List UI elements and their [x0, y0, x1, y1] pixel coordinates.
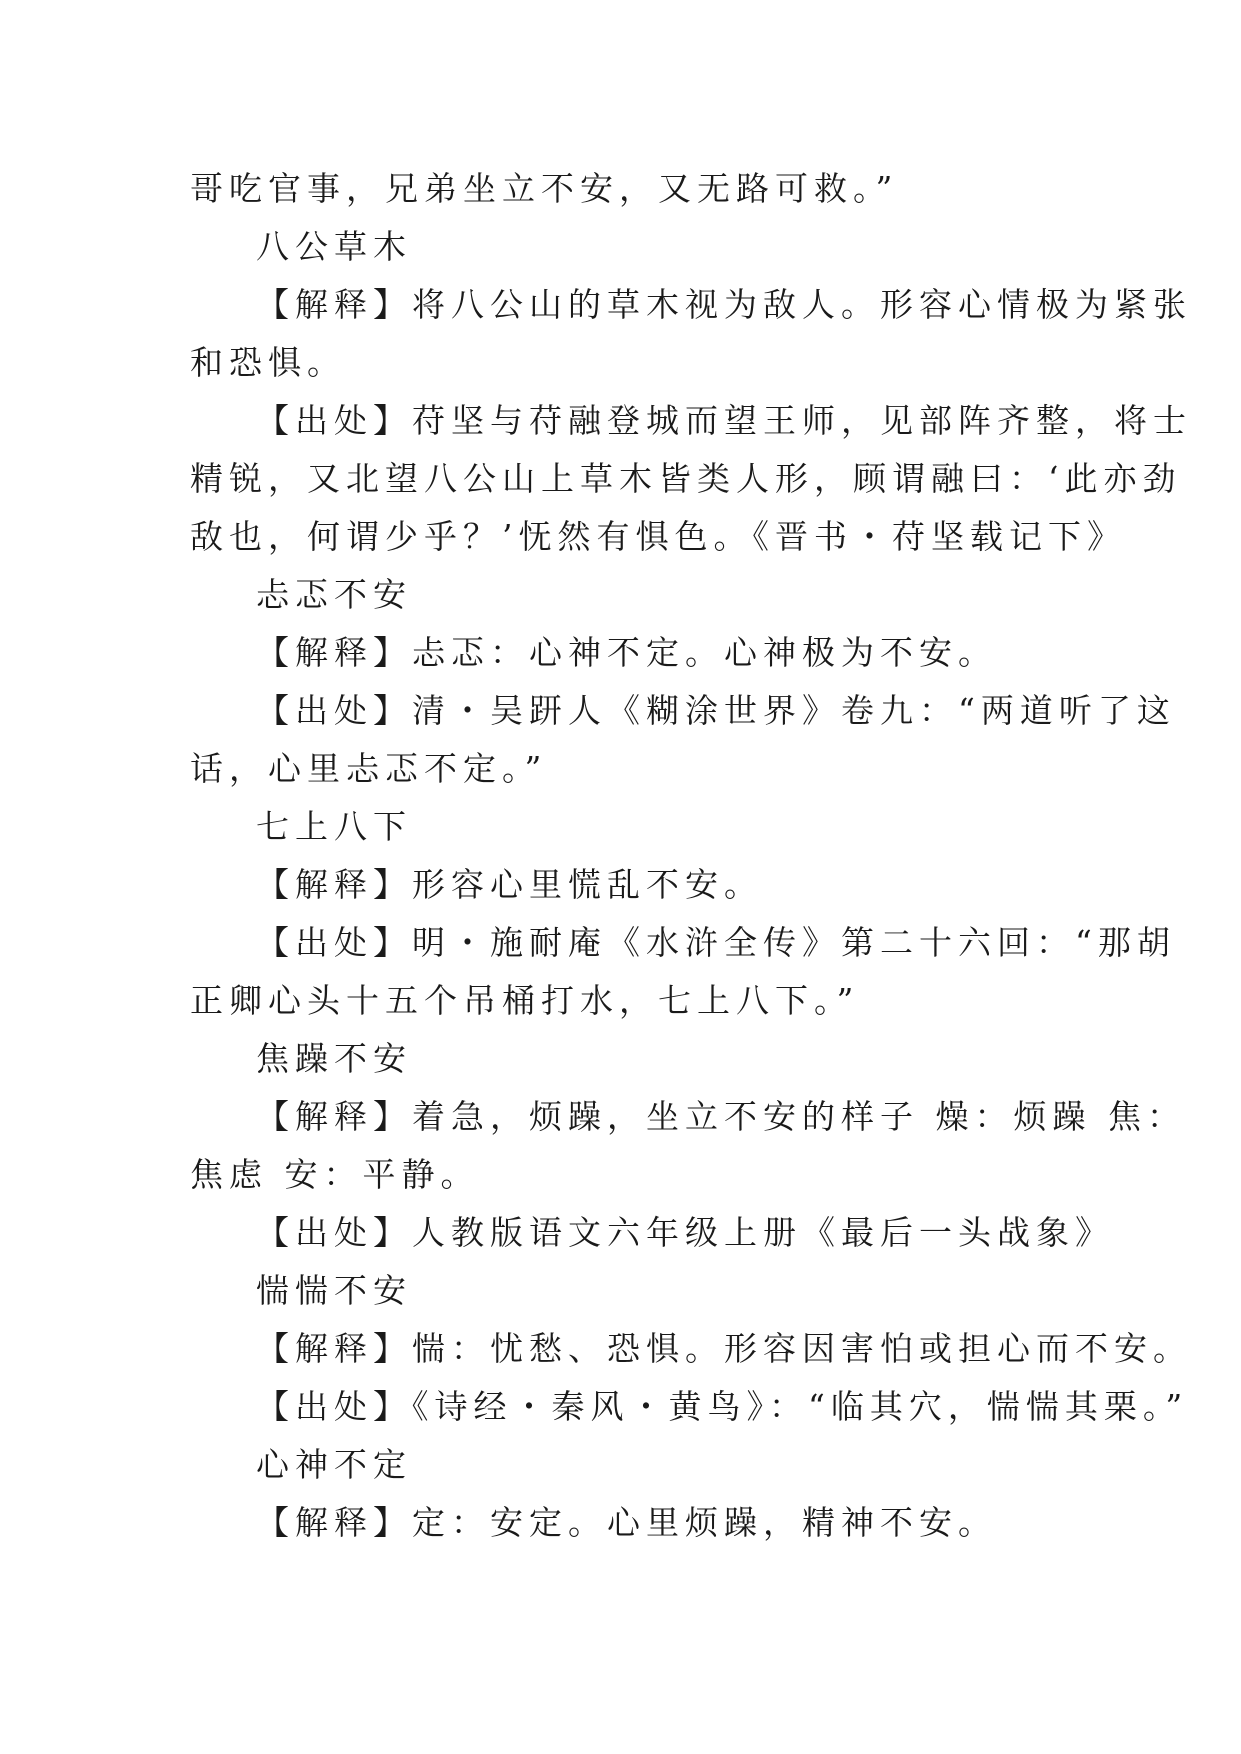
document-body	[190, 160, 1192, 1552]
idiom-heading: 八公草木	[256, 227, 412, 266]
text-line: 焦虑 安：平静。	[190, 1155, 480, 1194]
text-line: 精锐，又北望八公山上草木皆类人形，顾谓融曰：‘此亦劲	[190, 459, 1182, 498]
text-line: 正卿心头十五个吊桶打水，七上八下。”	[190, 981, 860, 1020]
source-line: 【出处】清・吴趼人《糊涂世界》卷九：“两道听了这	[256, 691, 1176, 730]
idiom-heading: 忐忑不安	[256, 575, 412, 614]
text-line: 和恐惧。	[190, 343, 346, 382]
explanation-line: 【解释】形容心里慌乱不安。	[256, 865, 763, 904]
text-line: 话，心里忐忑不定。”	[190, 749, 548, 788]
text-line: 敌也，何谓少乎？’怃然有惧色。《晋书・苻坚载记下》	[190, 517, 1126, 556]
explanation-line: 【解释】将八公山的草木视为敌人。形容心情极为紧张	[256, 285, 1192, 324]
source-line: 【出处】人教版语文六年级上册《最后一头战象》	[256, 1213, 1114, 1252]
idiom-heading: 七上八下	[256, 807, 412, 846]
source-line: 【出处】《诗经・秦风・黄鸟》：“临其穴，惴惴其栗。”	[256, 1387, 1189, 1426]
idiom-heading: 焦躁不安	[256, 1039, 412, 1078]
explanation-line: 【解释】定：安定。心里烦躁，精神不安。	[256, 1503, 997, 1542]
explanation-line: 【解释】忐忑：心神不定。心神极为不安。	[256, 633, 997, 672]
explanation-line: 【解释】着急，烦躁，坐立不安的样子 燥：烦躁 焦：	[256, 1097, 1186, 1136]
text-line: 哥吃官事，兄弟坐立不安，又无路可救。”	[190, 169, 899, 208]
explanation-line: 【解释】惴：忧愁、恐惧。形容因害怕或担心而不安。	[256, 1329, 1192, 1368]
idiom-heading: 心神不定	[256, 1445, 412, 1484]
source-line: 【出处】苻坚与苻融登城而望王师，见部阵齐整，将士	[256, 401, 1192, 440]
idiom-heading: 惴惴不安	[256, 1271, 412, 1310]
source-line: 【出处】明・施耐庵《水浒全传》第二十六回：“那胡	[256, 923, 1176, 962]
